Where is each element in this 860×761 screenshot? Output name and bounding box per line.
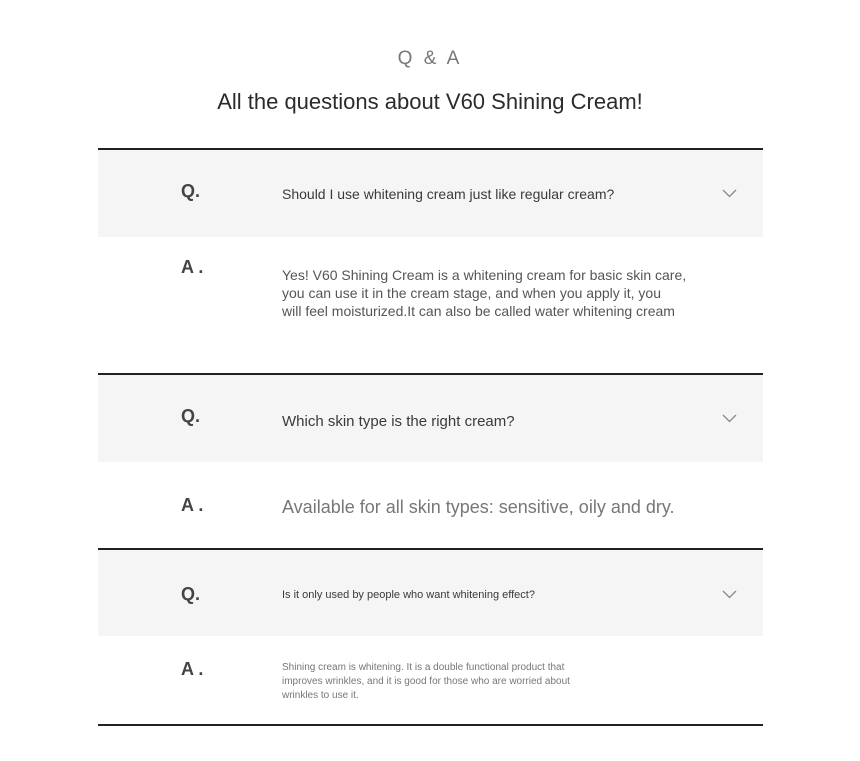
faq-question-row[interactable] (98, 550, 763, 636)
faq-item (98, 150, 763, 374)
answer-marker: A . (181, 495, 204, 515)
faq-answer-line: Shining cream is whitening. It is a double functional product that (282, 662, 565, 673)
faq-answer-line: will feel moisturized.It can also be called water whitening cream (282, 303, 675, 319)
faq-answer-line: Available for all skin types: sensitive, oily and dry. (282, 497, 675, 517)
faq-answer-line: you can use it in the cream stage, and when you apply it, you (282, 285, 662, 301)
question-marker: Q. (181, 406, 201, 426)
faq-answer-line: improves wrinkles, and it is good for those who are worried about (282, 676, 570, 687)
faq-question-row[interactable] (98, 150, 763, 237)
faq-question: Which skin type is the right cream? (282, 413, 515, 430)
divider (98, 724, 763, 726)
faq-question-row[interactable] (98, 375, 763, 462)
faq-item (98, 550, 763, 724)
question-marker: Q. (181, 181, 201, 201)
faq-question: Is it only used by people who want whitening effect? (282, 589, 535, 601)
question-marker: Q. (181, 584, 201, 604)
faq-answer (282, 266, 686, 320)
faq-item (98, 375, 763, 549)
answer-marker: A . (181, 257, 204, 277)
faq-answer-line: wrinkles to use it. (282, 690, 359, 701)
faq-answer-line: Yes! V60 Shining Cream is a whitening cream for basic skin care, (282, 267, 687, 283)
qa-eyebrow: Q & A (397, 48, 463, 69)
chevron-down-icon[interactable] (722, 186, 737, 201)
faq-question: Should I use whitening cream just like regular cream? (282, 186, 615, 202)
chevron-down-icon[interactable] (722, 411, 737, 426)
answer-marker: A . (181, 659, 204, 679)
chevron-down-icon[interactable] (722, 587, 737, 602)
faq-answer (282, 496, 675, 518)
faq-answer (282, 661, 570, 703)
page-title: All the questions about V60 Shining Cream! (217, 89, 643, 114)
